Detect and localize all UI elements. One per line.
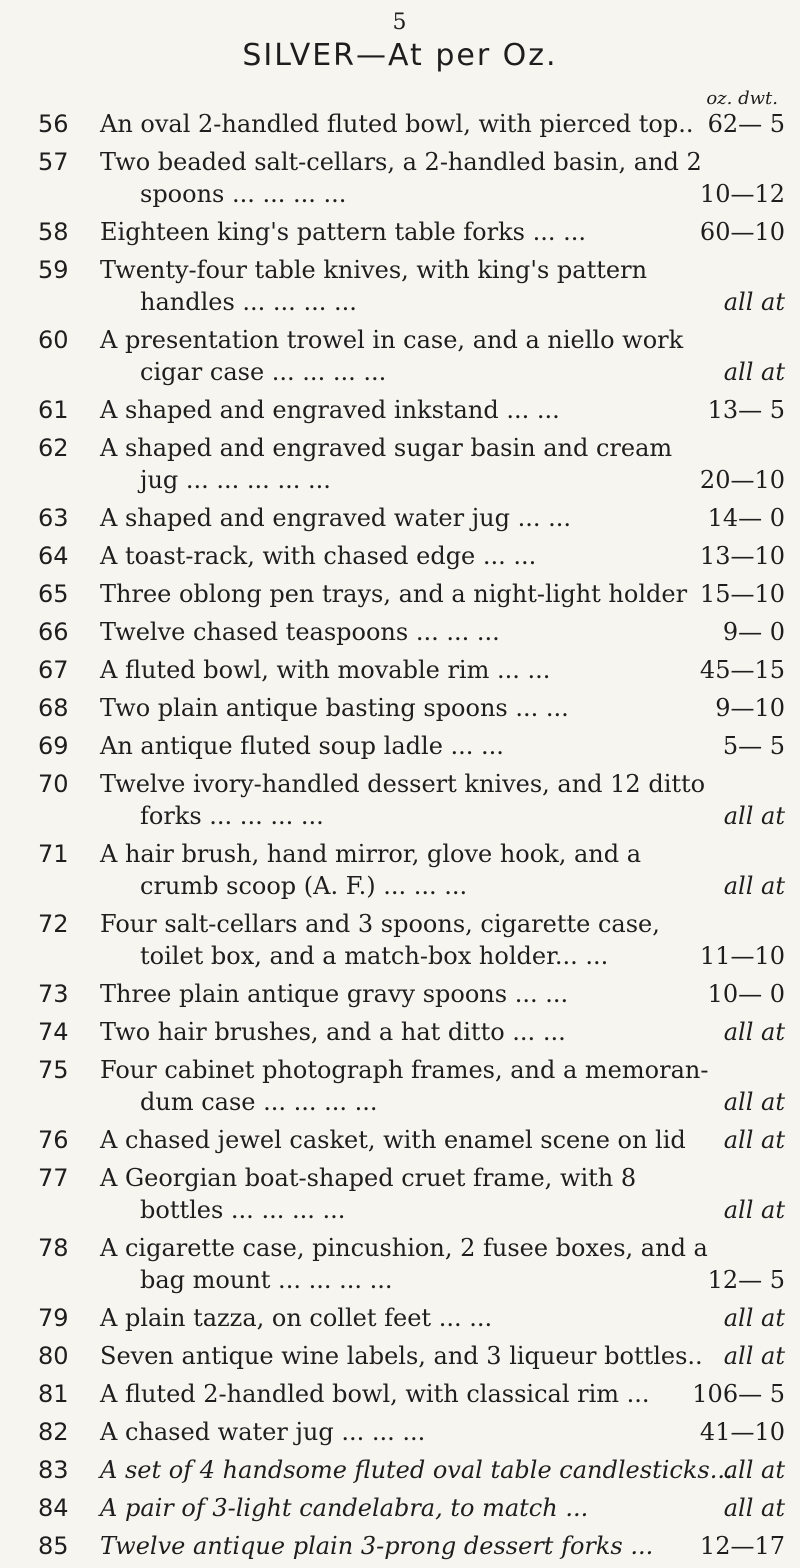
lot-price: all at [723,1456,785,1484]
lot-line [0,838,800,870]
lot-number: 76 [38,1126,69,1154]
lot-line [0,324,800,356]
lot-entry [0,432,800,502]
lot-price: all at [723,1304,785,1332]
lot-line [0,1530,800,1562]
lot-description: A cigarette case, pincushion, 2 fusee boxes, and a [100,1234,708,1262]
lot-price: all at [723,802,785,830]
lot-price: all at [723,358,785,386]
lot-line [0,1016,800,1048]
lot-number: 59 [38,256,69,284]
lot-line [0,1492,800,1524]
lot-line [0,286,800,318]
lot-line [0,1124,800,1156]
lot-description: Twenty-four table knives, with king's pattern [100,256,648,284]
lot-line [0,692,800,724]
lot-price: 9— 0 [722,618,785,646]
lot-number: 63 [38,504,69,532]
lot-price: 20—10 [699,466,785,494]
lot-description: A chased water jug ... ... ... [100,1418,426,1446]
lot-description: A fluted bowl, with movable rim ... ... [100,656,551,684]
lot-description: A set of 4 handsome fluted oval table candlesticks... [100,1456,733,1484]
lot-entry [0,394,800,432]
lot-line [0,800,800,832]
lot-entry [0,654,800,692]
lot-description: A shaped and engraved sugar basin and cream [100,434,673,462]
price-unit-label: oz. dwt. [706,88,778,109]
lot-entry [0,1302,800,1340]
lot-entry [0,1378,800,1416]
lot-entry [0,616,800,654]
lot-entry [0,908,800,978]
lot-line [0,1416,800,1448]
lot-description: A fluted 2-handled bowl, with classical rim ... [100,1380,650,1408]
lot-line [0,1054,800,1086]
lot-entry [0,1016,800,1054]
lot-line [0,908,800,940]
lot-entry [0,838,800,908]
lot-line [0,1340,800,1372]
lot-description: Twelve chased teaspoons ... ... ... [100,618,500,646]
lot-entry [0,1416,800,1454]
lot-description: Seven antique wine labels, and 3 liqueur bottles.. [100,1342,703,1370]
lot-line [0,654,800,686]
lot-entry [0,146,800,216]
lot-number: 83 [38,1456,69,1484]
lot-entry [0,108,800,146]
lot-entry [0,730,800,768]
lot-description: Two beaded salt-cellars, a 2-handled basin, and 2 [100,148,702,176]
lot-line [0,1454,800,1486]
section-header: SILVER—At per Oz. [242,38,558,73]
lot-number: 78 [38,1234,69,1262]
lot-number: 70 [38,770,69,798]
lot-description: Twelve ivory-handled dessert knives, and 12 ditto [100,770,706,798]
lot-entry [0,1454,800,1492]
lot-description: An antique fluted soup ladle ... ... [100,732,504,760]
lot-entry [0,502,800,540]
lot-price: all at [723,1342,785,1370]
lot-line [0,502,800,534]
lot-number: 73 [38,980,69,1008]
lot-number: 69 [38,732,69,760]
lot-description: Four cabinet photograph frames, and a memoran- [100,1056,709,1084]
lot-price: 45—15 [699,656,785,684]
lot-description: Twelve antique plain 3-prong dessert forks ... [100,1532,654,1560]
lot-description: bottles ... ... ... ... [140,1196,346,1224]
lot-line [0,1302,800,1334]
lot-price: 12—17 [699,1532,785,1560]
lot-entry [0,692,800,730]
lot-entry [0,1530,800,1568]
lot-price: all at [723,1196,785,1224]
lot-price: all at [723,1126,785,1154]
lot-number: 60 [38,326,69,354]
lot-description: Three oblong pen trays, and a night-light holder [100,580,688,608]
lot-number: 85 [38,1532,69,1560]
lot-price: 11—10 [699,942,785,970]
lot-description: Two plain antique basting spoons ... ... [100,694,569,722]
lot-description: jug ... ... ... ... ... [140,466,331,494]
lot-entry [0,324,800,394]
lot-description: A presentation trowel in case, and a niello work [100,326,684,354]
lot-line [0,178,800,210]
lot-number: 67 [38,656,69,684]
lot-number: 56 [38,110,69,138]
lot-price: 15—10 [699,580,785,608]
lot-line [0,146,800,178]
lot-line [0,108,800,140]
lot-entry [0,978,800,1016]
lot-description: An oval 2-handled fluted bowl, with pierced top.. [100,110,694,138]
lot-description: cigar case ... ... ... ... [140,358,387,386]
lot-line [0,1086,800,1118]
lot-description: Two hair brushes, and a hat ditto ... ... [100,1018,566,1046]
lot-number: 74 [38,1018,69,1046]
lot-price: all at [723,288,785,316]
lot-entry [0,578,800,616]
lot-line [0,394,800,426]
lot-list [0,108,800,1568]
lot-line [0,768,800,800]
lot-price: 60—10 [699,218,785,246]
lot-line [0,1162,800,1194]
lot-description: toilet box, and a match-box holder... ... [140,942,609,970]
lot-description: Four salt-cellars and 3 spoons, cigarette case, [100,910,660,938]
lot-number: 84 [38,1494,69,1522]
lot-description: dum case ... ... ... ... [140,1088,378,1116]
lot-number: 62 [38,434,69,462]
lot-line [0,356,800,388]
lot-price: 62— 5 [707,110,785,138]
lot-line [0,540,800,572]
lot-description: A toast-rack, with chased edge ... ... [100,542,537,570]
lot-description: handles ... ... ... ... [140,288,357,316]
lot-price: 5— 5 [722,732,785,760]
lot-line [0,978,800,1010]
lot-price: 14— 0 [707,504,785,532]
lot-price: all at [723,872,785,900]
lot-description: A shaped and engraved water jug ... ... [100,504,572,532]
lot-entry [0,1054,800,1124]
lot-number: 81 [38,1380,69,1408]
lot-entry [0,254,800,324]
lot-description: forks ... ... ... ... [140,802,324,830]
lot-price: 9—10 [715,694,785,722]
lot-description: spoons ... ... ... ... [140,180,347,208]
lot-line [0,216,800,248]
lot-number: 64 [38,542,69,570]
lot-line [0,616,800,648]
lot-line [0,1232,800,1264]
lot-number: 80 [38,1342,69,1370]
lot-line [0,1264,800,1296]
lot-description: A plain tazza, on collet feet ... ... [100,1304,493,1332]
lot-description: A chased jewel casket, with enamel scene on lid [100,1126,686,1154]
lot-price: 106— 5 [692,1380,785,1408]
lot-description: bag mount ... ... ... ... [140,1266,393,1294]
lot-line [0,870,800,902]
lot-entry [0,768,800,838]
lot-description: Three plain antique gravy spoons ... ... [100,980,569,1008]
lot-price: 41—10 [699,1418,785,1446]
lot-price: 13— 5 [707,396,785,424]
lot-number: 66 [38,618,69,646]
lot-number: 71 [38,840,69,868]
lot-line [0,254,800,286]
lot-line [0,730,800,762]
lot-price: 10—12 [699,180,785,208]
lot-number: 61 [38,396,69,424]
lot-line [0,1378,800,1410]
lot-number: 75 [38,1056,69,1084]
lot-line [0,464,800,496]
lot-number: 72 [38,910,69,938]
lot-entry [0,1162,800,1232]
lot-line [0,940,800,972]
lot-price: 10— 0 [707,980,785,1008]
lot-entry [0,1124,800,1162]
lot-number: 58 [38,218,69,246]
lot-price: all at [723,1018,785,1046]
lot-price: 12— 5 [707,1266,785,1294]
lot-number: 79 [38,1304,69,1332]
lot-description: A shaped and engraved inkstand ... ... [100,396,560,424]
lot-number: 57 [38,148,69,176]
lot-entry [0,216,800,254]
lot-entry [0,1340,800,1378]
lot-line [0,432,800,464]
lot-number: 77 [38,1164,69,1192]
lot-description: A pair of 3-light candelabra, to match ... [100,1494,589,1522]
lot-line [0,1194,800,1226]
lot-entry [0,1492,800,1530]
lot-description: Eighteen king's pattern table forks ... ... [100,218,586,246]
lot-line [0,578,800,610]
lot-number: 65 [38,580,69,608]
lot-price: 13—10 [699,542,785,570]
lot-number: 68 [38,694,69,722]
lot-price: all at [723,1494,785,1522]
lot-description: crumb scoop (A. F.) ... ... ... [140,872,468,900]
lot-entry [0,540,800,578]
page-number: 5 [392,10,408,35]
lot-number: 82 [38,1418,69,1446]
lot-entry [0,1232,800,1302]
lot-description: A Georgian boat-shaped cruet frame, with 8 [100,1164,637,1192]
lot-price: all at [723,1088,785,1116]
lot-description: A hair brush, hand mirror, glove hook, and a [100,840,642,868]
